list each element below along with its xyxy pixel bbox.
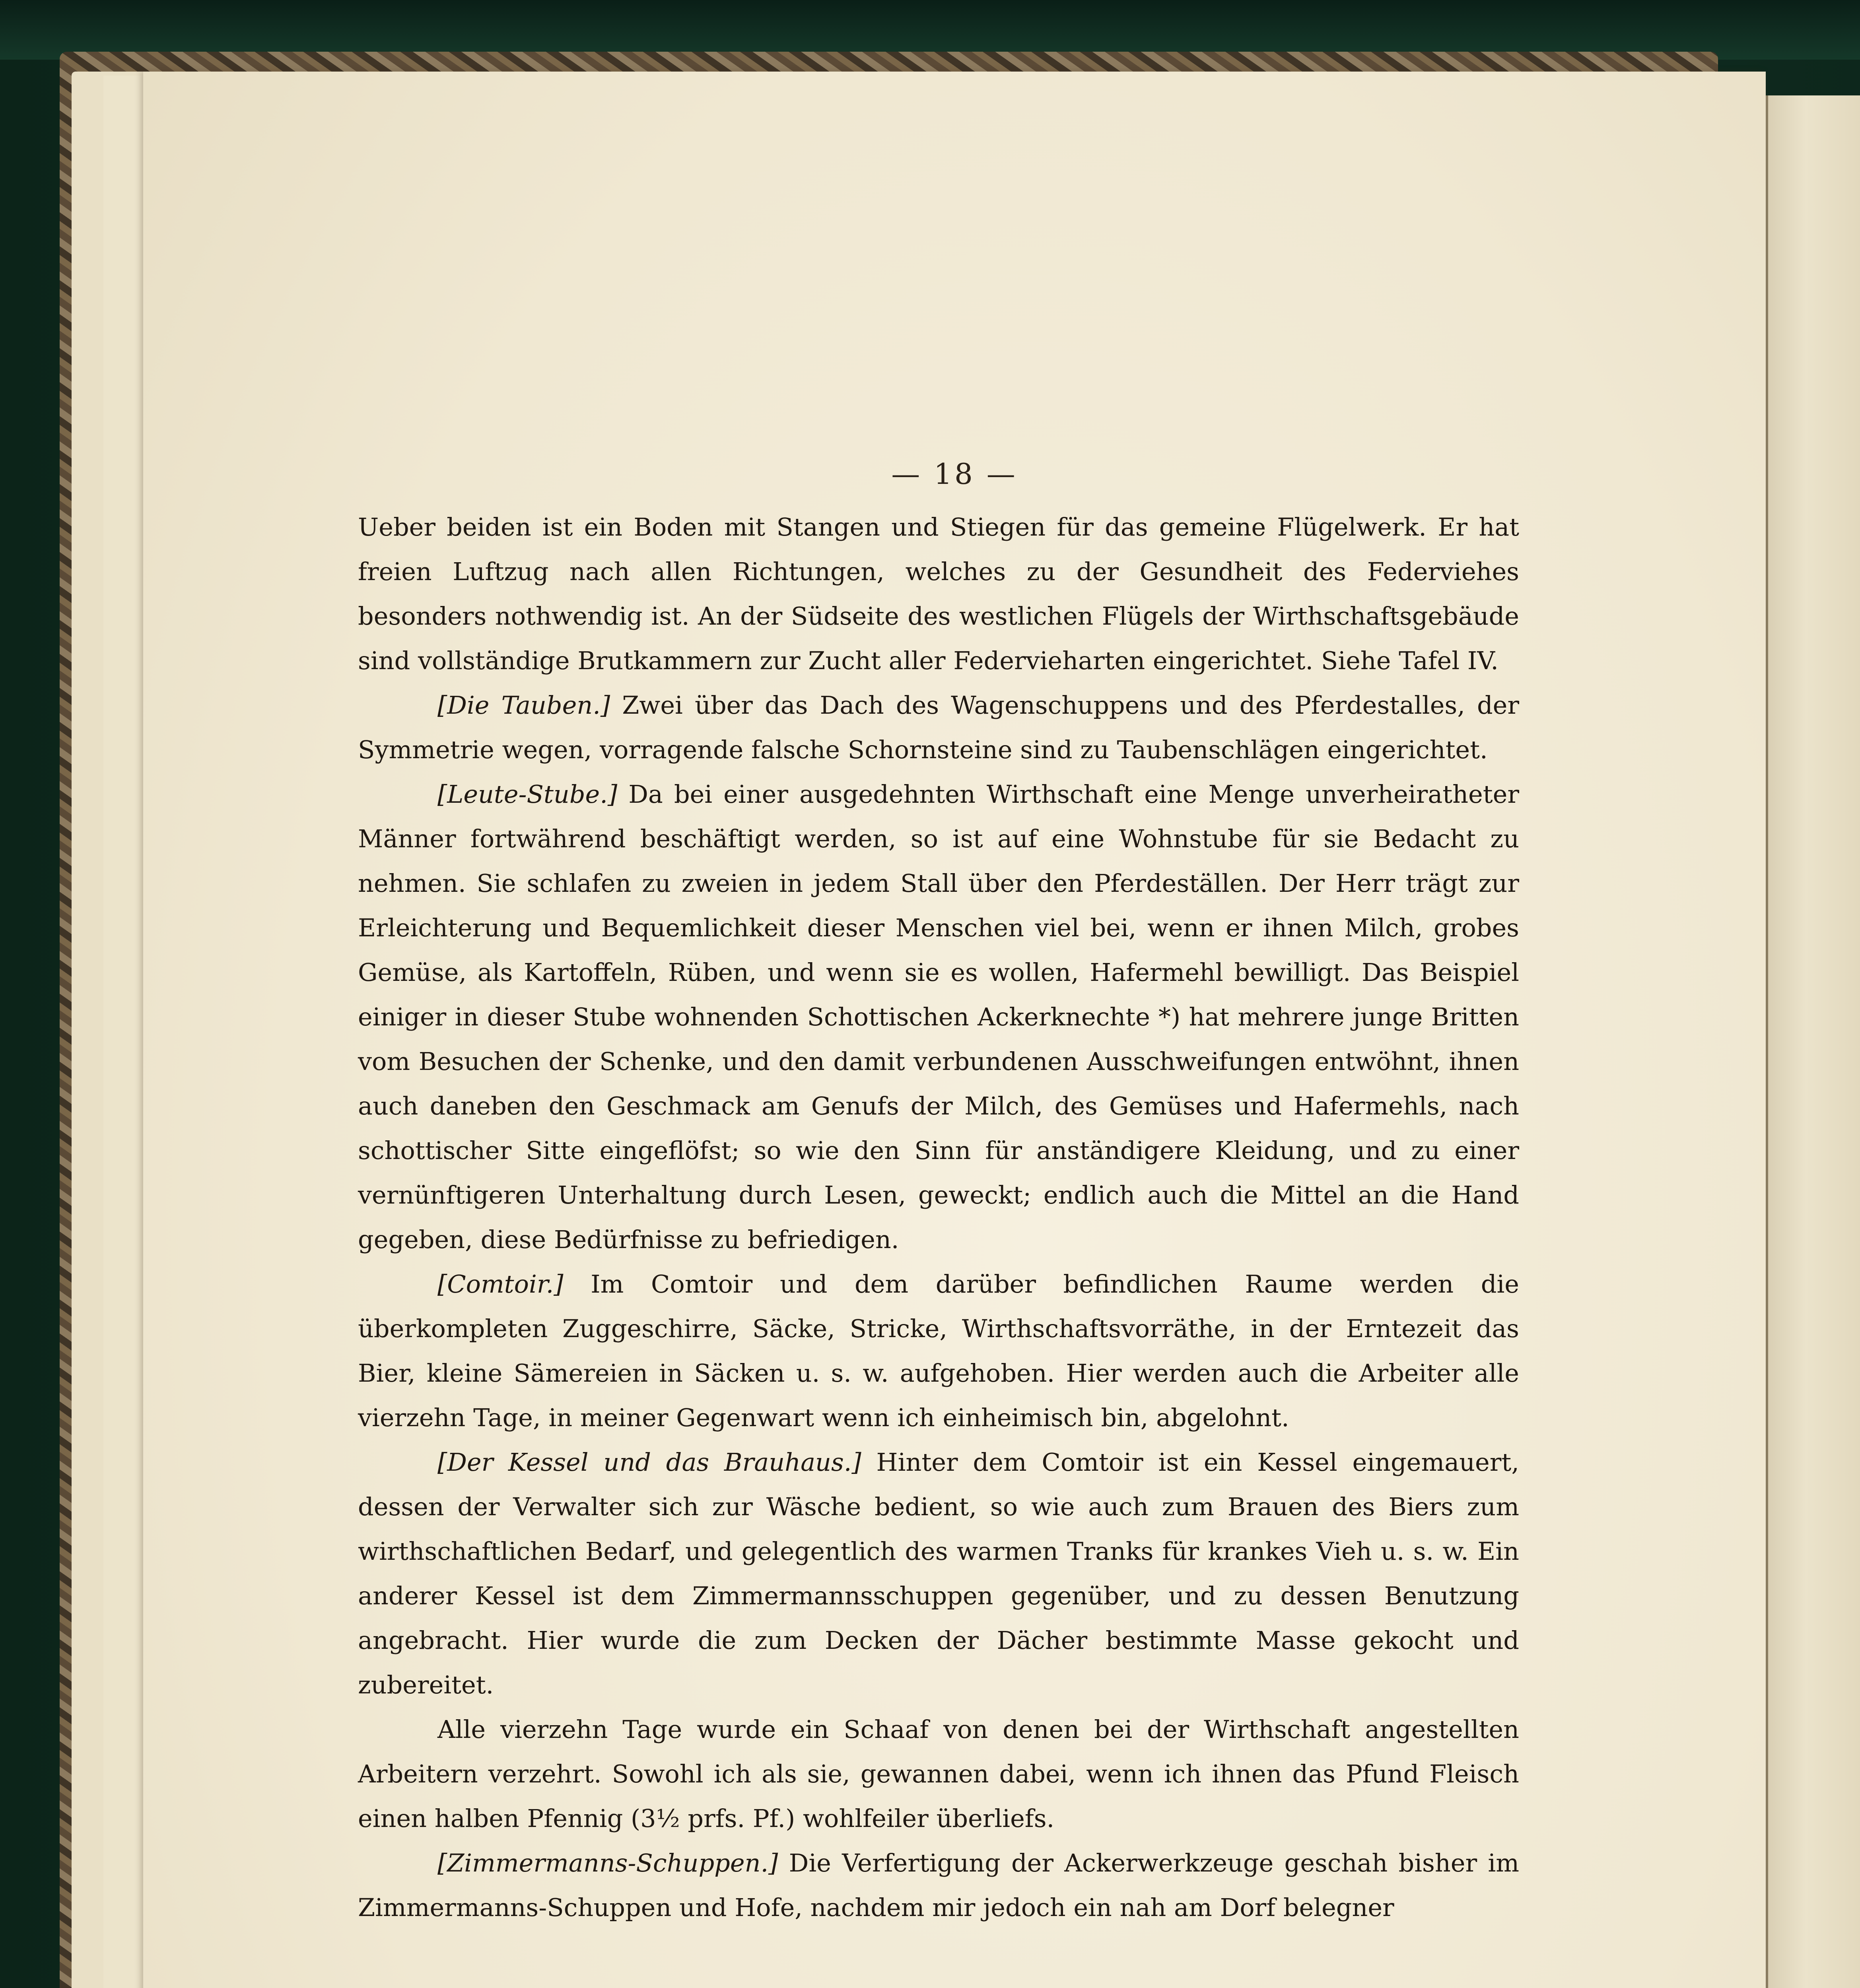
page-number: — 18 — (891, 457, 1018, 491)
body-text (358, 505, 1519, 1930)
paragraph-text: Da bei einer ausgedehnten Wirthschaft eine Menge unverheiratheter Männer fortwährend beschäftigt werden, so ist auf eine Wohnstube für sie Bedacht zu nehmen. Sie schlafen zu zweien in jedem Stall über den Pferdeställen. Der Herr trägt zur Erleichterung und Bequemlichkeit dieser Menschen viel bei, wenn er ihnen Milch, grobes Gemüse, als Kartoffeln, Rüben, und wenn sie es wollen, Hafermehl bewilligt. Das Beispiel einiger in dieser Stube wohnenden Schottischen Ackerknechte *) hat mehrere junge Britten vom Besuchen der Schenke, und den damit verbundenen Ausschweifungen entwöhnt, ihnen auch daneben den Geschmack am Genufs der Milch, des Gemüses und Hafermehls, nach schottischer Sitte eingeflöfst; so wie den Sinn für anständigere Kleidung, und zu einer vernünftigeren Unterhaltung durch Lesen, geweckt; endlich auch die Mittel an die Hand gegeben, diese Bedürfnisse zu befriedigen. (358, 780, 1519, 1254)
paragraph (358, 683, 1519, 772)
paragraph-text: Im Comtoir und dem darüber befindlichen Raume werden die überkompleten Zuggeschirre, Säcke, Stricke, Wirthschaftsvorräthe, in der Erntezeit das Bier, kleine Sämereien in Säcken u. s. w. aufgehoben. Hier werden auch die Arbeiter alle vierzehn Tage, in meiner Gegenwart wenn ich einheimisch bin, abgelohnt. (358, 1270, 1519, 1432)
paragraph-text: Die Verfertigung der Ackerwerkzeuge geschah bisher im Zimmermanns-Schuppen und Hofe, nachdem mir jedoch ein nah am Dorf belegner (358, 1848, 1519, 1922)
paragraph-heading: [Leute-Stube.] (437, 780, 618, 809)
paragraph-text: Ueber beiden ist ein Boden mit Stangen und Stiegen für das gemeine Flügelwerk. Er hat freien Luftzug nach allen Richtungen, welches zu der Gesundheit des Federviehes besonders nothwendig ist. An der Südseite des westlichen Flügels der Wirthschaftsgebäude sind vollständige Brutkammern zur Zucht aller Federvieharten eingerichtet. Siehe Tafel IV. (358, 513, 1519, 675)
paragraph-heading: [Der Kessel und das Brauhaus.] (437, 1448, 861, 1477)
paragraph-text: Zwei über das Dach des Wagenschuppens und des Pferdestalles, der Symmetrie wegen, vorragende falsche Schornsteine sind zu Taubenschlägen eingerichtet. (358, 691, 1519, 764)
paragraph (358, 1440, 1519, 1707)
paragraph-heading: [Zimmermanns-Schuppen.] (437, 1848, 778, 1877)
paragraph-heading: [Die Tauben.] (437, 691, 610, 720)
paragraph-text: Hinter dem Comtoir ist ein Kessel eingemauert, dessen der Verwalter sich zur Wäsche bedient, so wie auch zum Brauen des Biers zum wirthschaftlichen Bedarf, und gelegentlich des warmen Tranks für krankes Vieh u. s. w. Ein anderer Kessel ist dem Zimmermannsschuppen gegenüber, und zu dessen Benutzung angebracht. Hier wurde die zum Decken der Dächer bestimmte Masse gekocht und zubereitet. (358, 1448, 1519, 1699)
paragraph (358, 1841, 1519, 1930)
paragraph (358, 505, 1519, 683)
paragraph (358, 1262, 1519, 1440)
paragraph (358, 772, 1519, 1262)
facing-page-edge (1766, 95, 1860, 1988)
paragraph-heading: [Comtoir.] (437, 1270, 564, 1299)
paragraph (358, 1707, 1519, 1841)
paragraph-text: Alle vierzehn Tage wurde ein Schaaf von denen bei der Wirthschaft angestellten Arbeitern verzehrt. Sowohl ich als sie, gewannen dabei, wenn ich ihnen das Pfund Fleisch einen halben Pfennig (3½ prfs. Pf.) wohlfeiler überliefs. (358, 1715, 1519, 1833)
scan-background-top (0, 0, 1860, 60)
